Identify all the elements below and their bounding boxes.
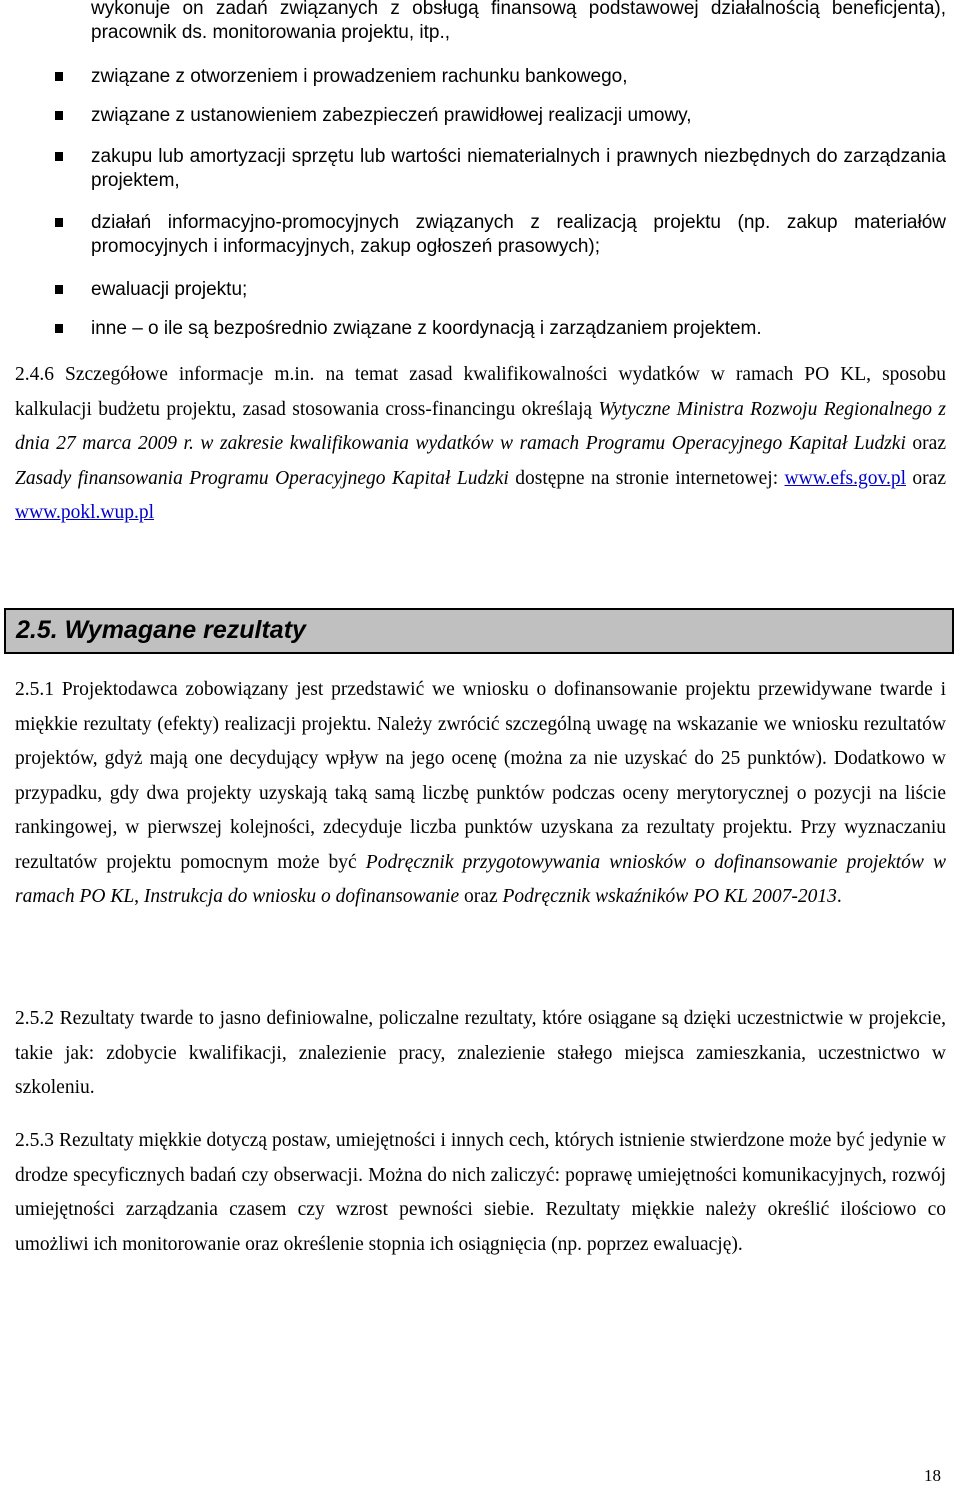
- list-item-text: działań informacyjno-promocyjnych związanych z realizacją projektu (np. zakup materiałów promocyjnych i informacyjnych, zakup ogłoszeń prasowych);: [91, 212, 946, 257]
- italic-citation: Wytyczne Ministra Rozwoju Regionalnego z dnia 27 marca 2009 r. w zakresie kwalifikowania wydatków w ramach Programu Operacyjnego Kapitał Ludzki: [15, 398, 947, 454]
- paragraph-2-4-6: [15, 358, 946, 531]
- paragraph-text: dostępne na stronie internetowej:: [508, 467, 785, 489]
- list-item-text: zakupu lub amortyzacji sprzętu lub wartości niematerialnych i prawnych niezbędnych do zarządzania projektem,: [91, 146, 946, 191]
- list-item: [91, 145, 946, 193]
- list-item: [91, 65, 946, 89]
- list-item-text: inne – o ile są bezpośrednio związane z koordynacją i zarządzaniem projektem.: [91, 318, 762, 339]
- italic-citation: Instrukcja do wniosku o dofinansowanie: [143, 886, 460, 907]
- list-item: [91, 211, 946, 259]
- paragraph-text: oraz: [459, 886, 503, 907]
- list-item: [91, 317, 946, 341]
- list-item-text: ewaluacji projektu;: [91, 279, 248, 300]
- paragraph-2-5-2: 2.5.2 Rezultaty twarde to jasno definiowalne, policzalne rezultaty, które osiągane są dzięki uczestnictwie w projekcie, takie jak: zdobycie kwalifikacji, znalezienie pracy, znalezienie stałego miejsca zamieszkania, uczestnictwo w szkoleniu.: [15, 1008, 946, 1098]
- efs-link[interactable]: www.efs.gov.pl: [784, 467, 907, 489]
- page-number: 18: [924, 1466, 941, 1485]
- list-item: [91, 104, 946, 128]
- paragraph-text: ,: [134, 886, 144, 907]
- square-bullet-icon: [55, 324, 63, 333]
- paragraph-text: oraz: [906, 467, 946, 489]
- square-bullet-icon: [55, 218, 63, 227]
- paragraph-text: 2.4.6 Szczegółowe informacje m.in. na temat zasad kwalifikowalności wydatków w ramach PO KL, sposobu kalkulacji budżetu projektu, zasad stosowania cross-financingu określają: [15, 364, 946, 420]
- pokl-link[interactable]: www.pokl.wup.pl: [15, 502, 155, 523]
- section-heading: 2.5. Wymagane rezultaty: [16, 616, 306, 644]
- list-item: [91, 278, 946, 302]
- section-heading-box: [4, 608, 954, 654]
- paragraph-2-5-3: 2.5.3 Rezultaty miękkie dotyczą postaw, umiejętności i innych cech, których istnienie stwierdzone może być jedynie w drodze specyficznych badań czy obserwacji. Można do nich zaliczyć: poprawę umiejętności komunikacyjnych, rozwój umiejętności zarządzania czasem czy wzrost pewności siebie. Rezultaty miękkie należy określić ilościowo co umożliwi ich monitorowanie oraz określenie stopnia ich osiągnięcia (np. poprzez ewaluację).: [15, 1130, 946, 1255]
- paragraph-text: .: [836, 886, 842, 907]
- list-item-text: związane z otworzeniem i prowadzeniem rachunku bankowego,: [91, 66, 628, 87]
- square-bullet-icon: [55, 111, 63, 120]
- list-item-text: związane z ustanowieniem zabezpieczeń prawidłowej realizacji umowy,: [91, 105, 692, 126]
- square-bullet-icon: [55, 72, 63, 81]
- italic-citation: Podręcznik przygotowywania wniosków o dofinansowanie projektów w ramach PO KL: [15, 851, 946, 907]
- square-bullet-icon: [55, 152, 63, 161]
- paragraph-text: 2.5.1 Projektodawca zobowiązany jest przedstawić we wniosku o dofinansowanie projektu przewidywane twarde i miękkie rezultaty (efekty) realizacji projektu. Należy zwrócić szczególną uwagę na wskazanie we wniosku rezultatów projektów, gdyż mają one decydujący wpływ na jego ocenę (można za nie uzyskać do 25 punktów). Dodatkowo w przypadku, gdy dwa projekty uzyskają taką samą liczbę punktów podczas oceny merytorycznej o pozycji na liście rankingowej, w pierwszej kolejności, zdecyduje liczba punktów uzyskana za rezultaty projektu. Przy wyznaczaniu rezultatów projektu pomocnym może być: [15, 679, 946, 873]
- square-bullet-icon: [55, 285, 63, 294]
- italic-citation: Zasady finansowania Programu Operacyjnego Kapitał Ludzki: [15, 467, 509, 489]
- paragraph-2-5-1: [15, 673, 946, 915]
- continuation-text: wykonuje on zadań związanych z obsługą finansową podstawowej działalnością beneficjenta), pracownik ds. monitorowania projektu, itp.,: [91, 0, 946, 43]
- paragraph-text: oraz: [905, 433, 946, 454]
- italic-citation: Podręcznik wskaźników PO KL 2007-2013: [502, 886, 837, 907]
